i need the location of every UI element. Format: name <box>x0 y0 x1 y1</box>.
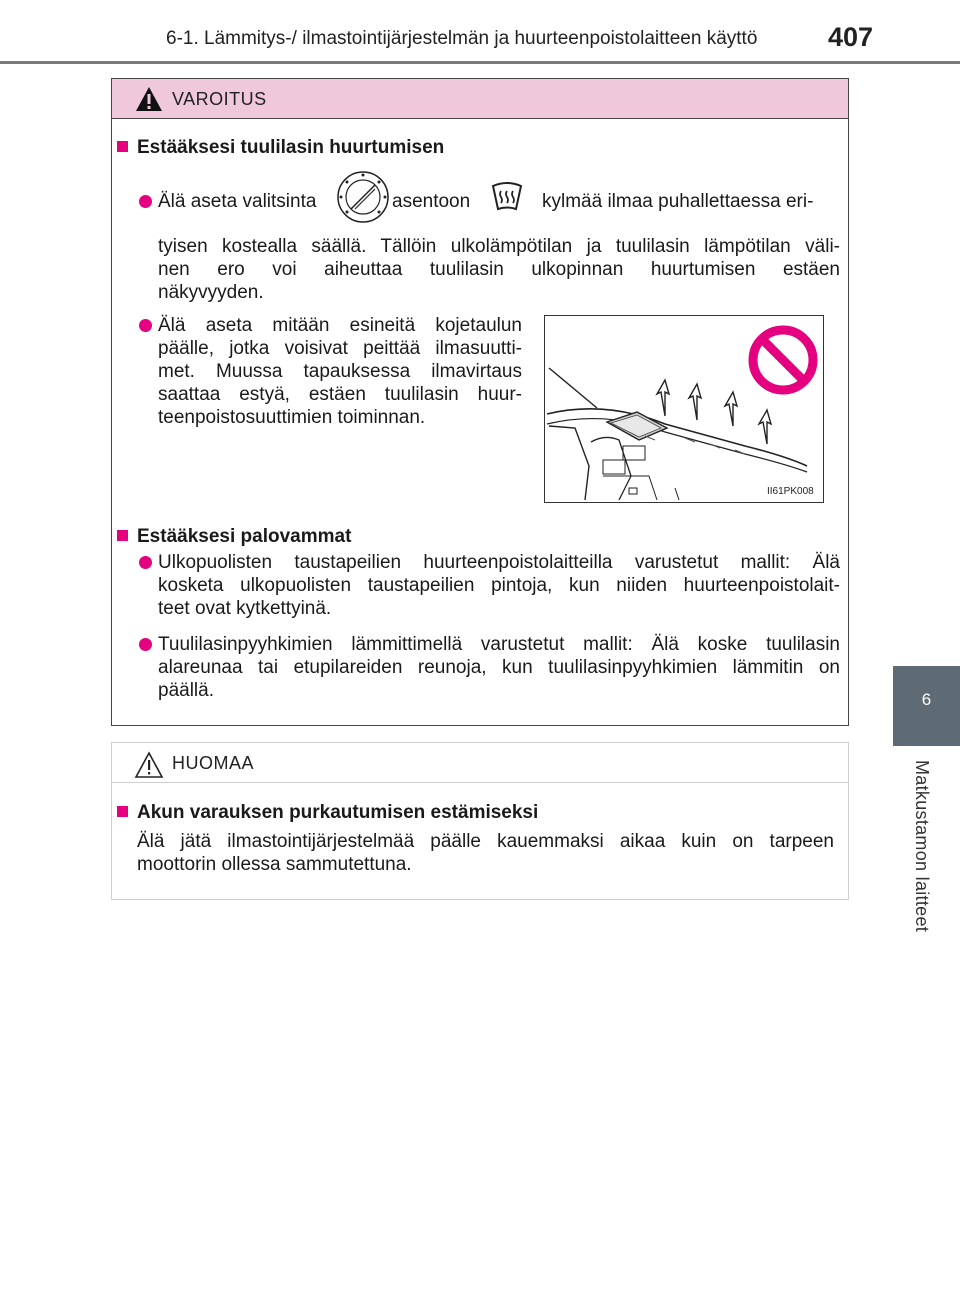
bullet-text: päällä. <box>158 680 214 701</box>
illustration-code: II61PK008 <box>767 486 814 497</box>
chapter-label-tab <box>893 760 960 960</box>
bullet-text: tyisen kostealla säällä. Tällöin ulkolämpötilan ja tuulilasin lämpötilan väli- <box>158 236 840 257</box>
warning-label: VAROITUS <box>172 89 267 109</box>
section-marker-icon <box>117 806 128 817</box>
notice-label: HUOMAA <box>172 753 255 773</box>
bullet-text: teenpoistosuuttimien toiminnan. <box>158 407 426 428</box>
bullet-text: met. Muussa tapauksessa ilmavirtaus <box>158 361 522 382</box>
mode-dial-icon <box>336 170 390 224</box>
running-header: 6-1. Lämmitys-/ ilmastointijärjestelmän ja huurteenpoistolaitteen käyttö <box>166 28 758 49</box>
bullet-text: asentoon <box>392 191 471 212</box>
page-number: 407 <box>828 22 874 52</box>
bullet-text: Ulkopuolisten taustapeilien huurteenpoistolaitteilla varustetut mallit: Älä <box>158 552 840 573</box>
chapter-label: Matkustamon laitteet <box>912 760 932 933</box>
notice-heading: Akun varauksen purkautumisen estämiseksi <box>137 802 539 823</box>
dashboard-drawing <box>545 316 822 501</box>
bullet-text: saattaa estyä, estäen tuulilasin huur- <box>158 384 522 405</box>
bullet-icon <box>139 638 152 651</box>
bullet-text: alareunaa tai etupilareiden reunoja, kun tuulilasinpyyhkimien lämmitin on <box>158 657 840 678</box>
bullet-text: kylmää ilmaa puhallettaessa eri- <box>542 191 814 212</box>
bullet-icon <box>139 195 152 208</box>
windshield-defrost-icon <box>490 181 524 215</box>
bullet-text: teet ovat kytkettyinä. <box>158 598 332 619</box>
bullet-icon <box>139 556 152 569</box>
notice-text: Älä jätä ilmastointijärjestelmää päälle kauemmaksi aikaa kuin on tarpeen <box>137 831 834 852</box>
section-marker-icon <box>117 530 128 541</box>
section-heading-burns: Estääksesi palovammat <box>137 526 352 547</box>
bullet-text: Tuulilasinpyyhkimien lämmittimellä varustetut mallit: Älä koske tuulilasin <box>158 634 840 655</box>
section-heading-fogging: Estääksesi tuulilasin huurtumisen <box>137 137 445 158</box>
warning-header <box>112 79 848 119</box>
section-marker-icon <box>117 141 128 152</box>
bullet-text: nen ero voi aiheuttaa tuulilasin ulkopinnan huurtumisen estäen <box>158 259 840 280</box>
notice-header <box>112 743 848 783</box>
chapter-number-tab: 6 <box>893 666 960 746</box>
notice-text: moottorin ollessa sammutettuna. <box>137 854 412 875</box>
bullet-icon <box>139 319 152 332</box>
bullet-text: Älä aseta valitsinta <box>158 191 317 212</box>
caution-triangle-icon <box>134 751 164 779</box>
bullet-text: Älä aseta mitään esineitä kojetaulun <box>158 315 522 336</box>
bullet-text: päälle, jotka voisivat peittää ilmasuutti- <box>158 338 522 359</box>
header-rule <box>0 61 960 64</box>
bullet-text: kosketa ulkopuolisten taustapeilien pintoja, kun niiden huurteenpoistolait- <box>158 575 840 596</box>
dashboard-illustration <box>544 315 824 503</box>
warning-triangle-icon <box>134 85 164 113</box>
bullet-text: näkyvyyden. <box>158 282 264 303</box>
